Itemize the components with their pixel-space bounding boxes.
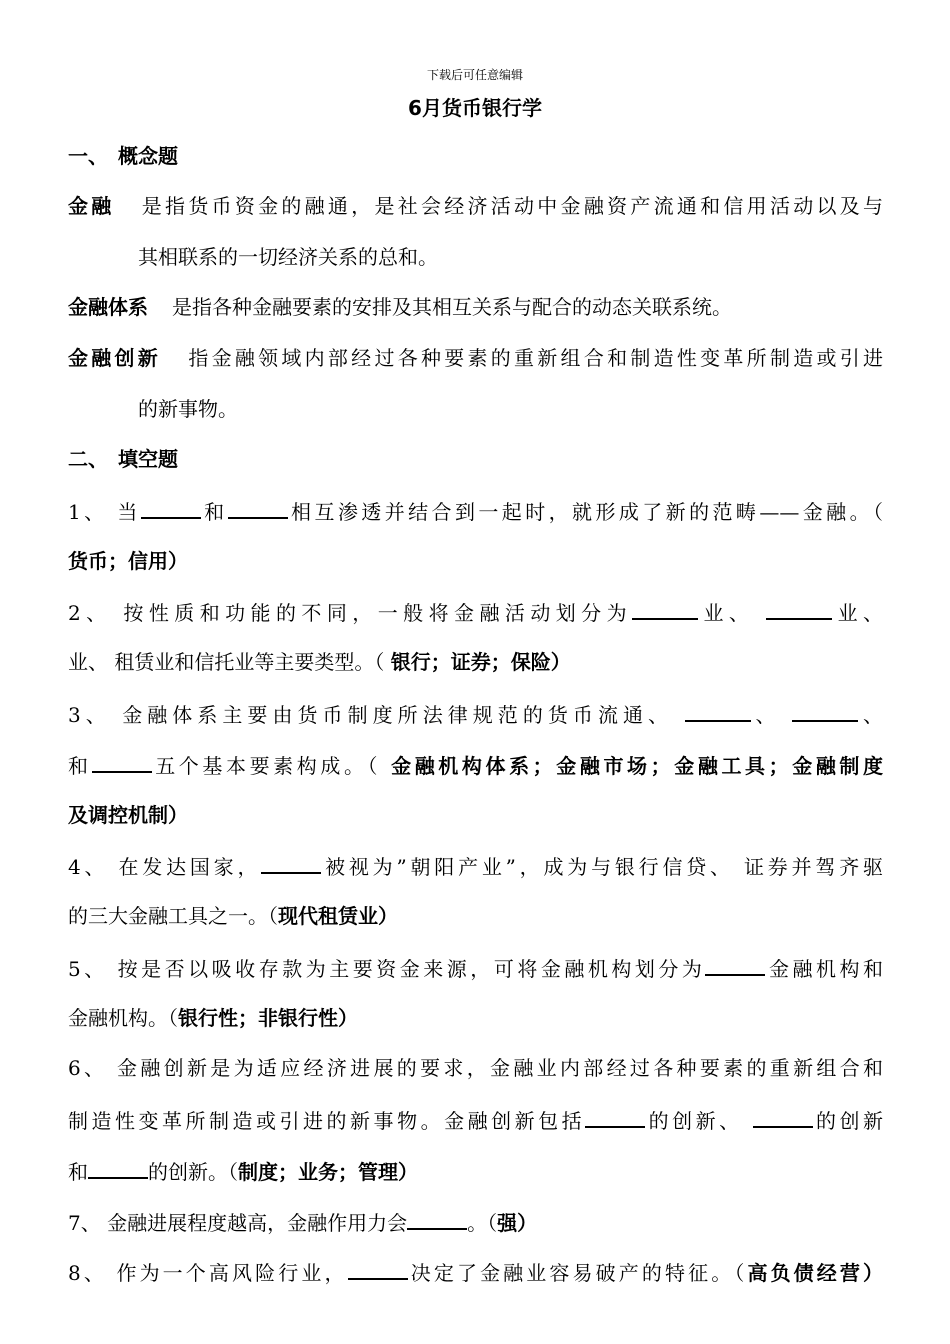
question-6-line2: 制造性变革所制造或引进的新事物。金融创新包括 的创新、 的创新 bbox=[68, 1106, 883, 1134]
answer-blank bbox=[766, 598, 832, 620]
question-6-line3: 和 的创新。（制度；业务；管理） bbox=[68, 1157, 883, 1185]
question-5-line2: 金融机构。（银行性；非银行性） bbox=[68, 1006, 358, 1030]
answer-blank bbox=[792, 700, 858, 722]
question-3-line2: 和 五个基本要素构成。（ 金融机构体系；金融市场；金融工具；金融制度 bbox=[68, 751, 883, 779]
answer-blank bbox=[753, 1106, 813, 1128]
answer-blank bbox=[348, 1258, 408, 1280]
answer-blank bbox=[88, 1157, 148, 1179]
question-4-line1: 4、 在发达国家， 被视为”朝阳产业”，成为与银行信贷、 证券并驾齐驱 bbox=[68, 852, 883, 880]
question-5-line1: 5、 按是否以吸收存款为主要资金来源，可将金融机构划分为 金融机构和 bbox=[68, 954, 883, 982]
answer-blank bbox=[632, 598, 698, 620]
answer-blank bbox=[407, 1208, 467, 1230]
answer-blank bbox=[141, 497, 201, 519]
answer-text: 现代租赁业） bbox=[278, 904, 398, 928]
answer-blank bbox=[685, 700, 751, 722]
answer-text: 银行性；非银行性） bbox=[178, 1006, 358, 1030]
concept-definition: 指金融领域内部经过各种要素的重新组合和制造性变革所制造或引进 bbox=[185, 346, 884, 370]
answer-text: 制度；业务；管理） bbox=[238, 1160, 418, 1184]
question-number: 6、 bbox=[68, 1056, 108, 1080]
answer-blank bbox=[585, 1106, 645, 1128]
header-note: 下载后可任意编辑 bbox=[426, 68, 523, 82]
question-number: 2、 bbox=[68, 601, 112, 625]
concept-definition: 是指各种金融要素的安排及其相互关系与配合的动态关联系统。 bbox=[172, 295, 732, 319]
answer-blank bbox=[92, 751, 152, 773]
answer-blank bbox=[705, 954, 765, 976]
concept-definition: 其相联系的一切经济关系的总和。 bbox=[138, 245, 438, 269]
question-3-line1: 3、 金融体系主要由货币制度所法律规范的货币流通、 、 、 bbox=[68, 700, 883, 728]
question-8: 8、 作为一个高风险行业， 决定了金融业容易破产的特征。（高负债经营） bbox=[68, 1258, 883, 1286]
question-number: 3、 bbox=[68, 703, 111, 727]
concept-term: 金融 bbox=[68, 194, 115, 218]
question-2-line1: 2、 按性质和功能的不同，一般将金融活动划分为 业、 业、 bbox=[68, 598, 883, 626]
concept-financial-innovation-line1 bbox=[68, 345, 883, 371]
concept-term: 金融创新 bbox=[68, 346, 162, 370]
question-number: 8、 bbox=[68, 1261, 107, 1285]
section-heading-fill-blank: 二、 填空题 bbox=[68, 447, 178, 471]
question-number: 5、 bbox=[68, 957, 108, 981]
concept-finance-line1 bbox=[68, 193, 883, 219]
answer-blank bbox=[261, 852, 321, 874]
concept-definition: 的新事物。 bbox=[138, 397, 238, 421]
section-heading-concepts: 一、 概念题 bbox=[68, 144, 178, 168]
answer-blank bbox=[228, 497, 288, 519]
answer-text: 银行；证券；保险） bbox=[390, 650, 571, 674]
question-4-line2: 的三大金融工具之一。（现代租赁业） bbox=[68, 904, 398, 928]
answer-text: 高负债经营） bbox=[747, 1261, 884, 1285]
question-2-line2: 业、 租赁业和信托业等主要类型。（ 银行；证券；保险） bbox=[68, 650, 571, 674]
concept-definition: 是指货币资金的融通，是社会经济活动中金融资产流通和信用活动以及与 bbox=[138, 194, 884, 218]
question-number: 7、 bbox=[68, 1211, 101, 1235]
question-3-answer-cont: 及调控机制） bbox=[68, 803, 188, 827]
question-number: 4、 bbox=[68, 855, 109, 879]
question-1-answer: 货币；信用） bbox=[68, 549, 188, 573]
question-number: 1、 bbox=[68, 500, 108, 524]
document-title: 6月货币银行学 bbox=[408, 96, 542, 120]
concept-finance-line2 bbox=[138, 244, 883, 270]
answer-text: 金融机构体系；金融市场；金融工具；金融制度 bbox=[391, 754, 884, 778]
question-6-line1: 6、 金融创新是为适应经济进展的要求，金融业内部经过各种要素的重新组合和 bbox=[68, 1056, 884, 1080]
concept-financial-system bbox=[68, 294, 883, 320]
concept-financial-innovation-line2 bbox=[138, 396, 883, 422]
concept-term: 金融体系 bbox=[68, 295, 148, 319]
question-7: 7、 金融进展程度越高，金融作用力会 。（强） bbox=[68, 1208, 883, 1236]
question-1-line1: 1、 当 和 相互渗透并结合到一起时，就形成了新的范畴——金融。（ bbox=[68, 497, 883, 525]
answer-text: 强） bbox=[497, 1211, 538, 1235]
